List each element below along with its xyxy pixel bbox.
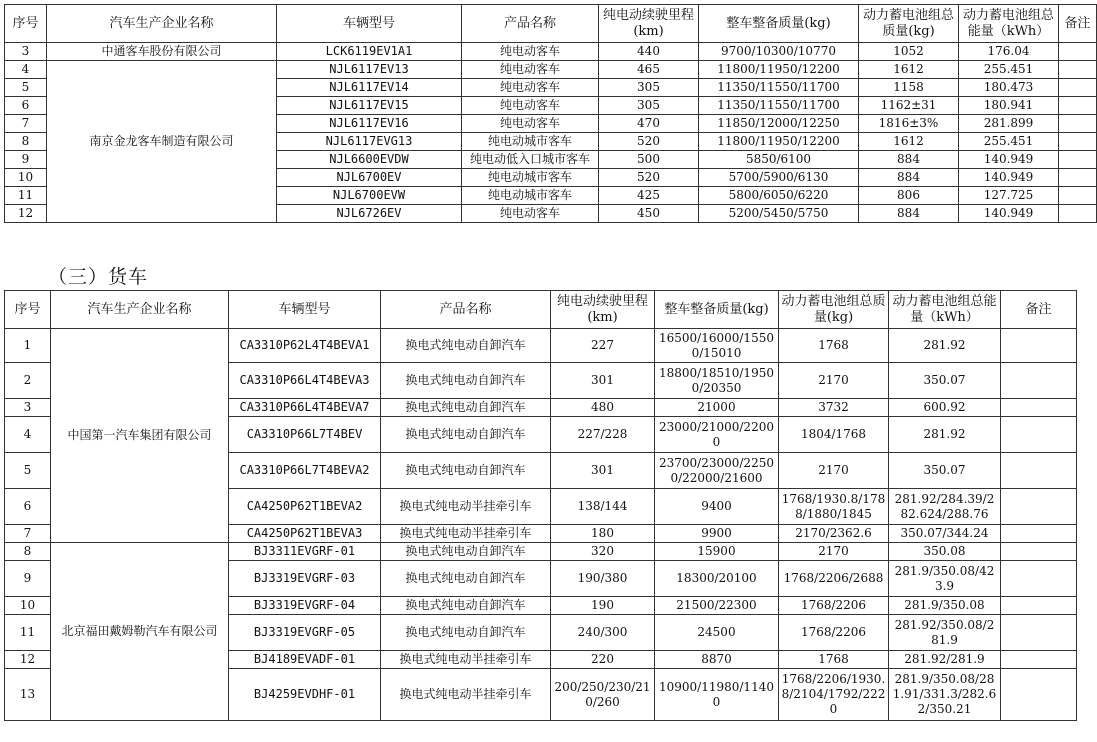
cell-model: CA4250P62T1BEVA2 (229, 489, 381, 525)
cell-mass: 23700/23000/22500/22000/21600 (655, 453, 779, 489)
cell-no: 4 (5, 61, 47, 79)
cell-battery-energy: 140.949 (959, 151, 1059, 169)
cell-mass: 9400 (655, 489, 779, 525)
cell-product: 换电式纯电动自卸汽车 (381, 363, 551, 399)
cell-note (1059, 187, 1097, 205)
cell-range: 190/380 (551, 561, 655, 597)
cell-note (1001, 399, 1077, 417)
cell-company: 南京金龙客车制造有限公司 (47, 61, 277, 223)
bus-header-row (5, 5, 1097, 43)
cell-battery-energy: 350.08 (889, 543, 1001, 561)
cell-range: 200/250/230/210/260 (551, 669, 655, 721)
header-range: 纯电动续驶里程(km) (599, 5, 699, 43)
cell-mass: 5200/5450/5750 (699, 205, 859, 223)
cell-product: 换电式纯电动自卸汽车 (381, 597, 551, 615)
cell-model: BJ4189EVADF-01 (229, 651, 381, 669)
header-model: 车辆型号 (229, 291, 381, 329)
cell-note (1001, 363, 1077, 399)
cell-battery-energy: 281.899 (959, 115, 1059, 133)
cell-mass: 15900 (655, 543, 779, 561)
cell-no: 7 (5, 525, 51, 543)
cell-range: 480 (551, 399, 655, 417)
cell-battery-energy: 350.07/344.24 (889, 525, 1001, 543)
cell-mass: 24500 (655, 615, 779, 651)
cell-no: 7 (5, 115, 47, 133)
cell-note (1059, 151, 1097, 169)
cell-mass: 5850/6100 (699, 151, 859, 169)
cell-battery-energy: 350.07 (889, 363, 1001, 399)
cell-battery-energy: 281.92/281.9 (889, 651, 1001, 669)
header-no: 序号 (5, 291, 51, 329)
cell-mass: 23000/21000/22000 (655, 417, 779, 453)
cell-company: 中国第一汽车集团有限公司 (51, 329, 229, 543)
cell-no: 11 (5, 615, 51, 651)
cell-mass: 5800/6050/6220 (699, 187, 859, 205)
header-company: 汽车生产企业名称 (47, 5, 277, 43)
cell-note (1059, 43, 1097, 61)
cell-product: 纯电动客车 (462, 205, 599, 223)
cell-battery-mass: 2170 (779, 453, 889, 489)
cell-model: NJL6700EVW (277, 187, 462, 205)
header-mass: 整车整备质量(kg) (655, 291, 779, 329)
cell-no: 10 (5, 169, 47, 187)
table-row (5, 329, 1077, 363)
header-product: 产品名称 (462, 5, 599, 43)
header-note: 备注 (1001, 291, 1077, 329)
cell-note (1001, 453, 1077, 489)
cell-model: NJL6726EV (277, 205, 462, 223)
cell-product: 换电式纯电动自卸汽车 (381, 453, 551, 489)
cell-note (1001, 597, 1077, 615)
cell-no: 6 (5, 97, 47, 115)
cell-range: 138/144 (551, 489, 655, 525)
cell-range: 305 (599, 97, 699, 115)
cell-model: BJ3319EVGRF-03 (229, 561, 381, 597)
cell-note (1059, 79, 1097, 97)
cell-mass: 5700/5900/6130 (699, 169, 859, 187)
cell-mass: 18300/20100 (655, 561, 779, 597)
cell-battery-energy: 281.9/350.08 (889, 597, 1001, 615)
cell-range: 440 (599, 43, 699, 61)
cell-battery-energy: 255.451 (959, 61, 1059, 79)
header-note: 备注 (1059, 5, 1097, 43)
cell-battery-energy: 281.9/350.08/423.9 (889, 561, 1001, 597)
cell-product: 纯电动客车 (462, 97, 599, 115)
cell-note (1001, 417, 1077, 453)
cell-range: 305 (599, 79, 699, 97)
cell-range: 520 (599, 169, 699, 187)
cell-model: NJL6117EV14 (277, 79, 462, 97)
cell-mass: 21000 (655, 399, 779, 417)
cell-range: 180 (551, 525, 655, 543)
cell-product: 换电式纯电动自卸汽车 (381, 543, 551, 561)
cell-product: 纯电动客车 (462, 115, 599, 133)
cell-note (1001, 651, 1077, 669)
cell-battery-mass: 1768/2206 (779, 597, 889, 615)
cell-no: 5 (5, 79, 47, 97)
cell-battery-energy: 281.9/350.08/281.91/331.3/282.62/350.21 (889, 669, 1001, 721)
cell-mass: 11850/12000/12250 (699, 115, 859, 133)
cell-range: 220 (551, 651, 655, 669)
cell-mass: 11800/11950/12200 (699, 133, 859, 151)
cell-product: 纯电动客车 (462, 43, 599, 61)
cell-model: LCK6119EV1A1 (277, 43, 462, 61)
cell-model: BJ3311EVGRF-01 (229, 543, 381, 561)
cell-no: 8 (5, 133, 47, 151)
cell-note (1001, 543, 1077, 561)
cell-range: 190 (551, 597, 655, 615)
cell-note (1059, 169, 1097, 187)
cell-range: 470 (599, 115, 699, 133)
cell-note (1001, 489, 1077, 525)
cell-product: 纯电动客车 (462, 61, 599, 79)
cell-no: 2 (5, 363, 51, 399)
header-range: 纯电动续驶里程(km) (551, 291, 655, 329)
section-title-trucks: （三）货车 (48, 266, 149, 288)
cell-mass: 11350/11550/11700 (699, 79, 859, 97)
cell-battery-mass: 1768 (779, 651, 889, 669)
cell-battery-mass: 1612 (859, 61, 959, 79)
cell-model: CA3310P66L4T4BEVA7 (229, 399, 381, 417)
cell-range: 240/300 (551, 615, 655, 651)
cell-no: 3 (5, 399, 51, 417)
cell-product: 换电式纯电动自卸汽车 (381, 417, 551, 453)
cell-no: 9 (5, 561, 51, 597)
cell-note (1059, 133, 1097, 151)
cell-range: 227/228 (551, 417, 655, 453)
cell-battery-mass: 2170/2362.6 (779, 525, 889, 543)
cell-product: 换电式纯电动半挂牵引车 (381, 651, 551, 669)
cell-no: 11 (5, 187, 47, 205)
table-row (5, 61, 1097, 79)
cell-note (1001, 525, 1077, 543)
cell-battery-energy: 281.92 (889, 329, 1001, 363)
cell-mass: 9700/10300/10770 (699, 43, 859, 61)
cell-range: 227 (551, 329, 655, 363)
cell-note (1059, 61, 1097, 79)
cell-mass: 8870 (655, 651, 779, 669)
cell-battery-energy: 281.92/284.39/282.624/288.76 (889, 489, 1001, 525)
cell-no: 9 (5, 151, 47, 169)
cell-battery-mass: 1768/2206/2688 (779, 561, 889, 597)
cell-battery-mass: 806 (859, 187, 959, 205)
cell-battery-mass: 1612 (859, 133, 959, 151)
cell-model: NJL6600EVDW (277, 151, 462, 169)
header-no: 序号 (5, 5, 47, 43)
cell-battery-energy: 140.949 (959, 169, 1059, 187)
cell-battery-mass: 884 (859, 151, 959, 169)
cell-product: 换电式纯电动半挂牵引车 (381, 669, 551, 721)
cell-no: 1 (5, 329, 51, 363)
cell-note (1059, 205, 1097, 223)
cell-range: 450 (599, 205, 699, 223)
cell-range: 425 (599, 187, 699, 205)
cell-model: CA3310P66L4T4BEVA3 (229, 363, 381, 399)
cell-note (1001, 615, 1077, 651)
cell-battery-mass: 1158 (859, 79, 959, 97)
cell-product: 纯电动城市客车 (462, 187, 599, 205)
cell-note (1001, 669, 1077, 721)
cell-battery-energy: 127.725 (959, 187, 1059, 205)
header-product: 产品名称 (381, 291, 551, 329)
cell-no: 8 (5, 543, 51, 561)
cell-note (1059, 115, 1097, 133)
cell-model: NJL6117EV16 (277, 115, 462, 133)
cell-company: 北京福田戴姆勒汽车有限公司 (51, 543, 229, 721)
cell-product: 纯电动城市客车 (462, 169, 599, 187)
cell-battery-mass: 884 (859, 205, 959, 223)
cell-no: 3 (5, 43, 47, 61)
cell-battery-mass: 2170 (779, 363, 889, 399)
cell-battery-energy: 140.949 (959, 205, 1059, 223)
cell-mass: 16500/16000/15500/15010 (655, 329, 779, 363)
cell-range: 320 (551, 543, 655, 561)
cell-no: 5 (5, 453, 51, 489)
cell-model: BJ3319EVGRF-05 (229, 615, 381, 651)
cell-battery-mass: 1768 (779, 329, 889, 363)
cell-mass: 11800/11950/12200 (699, 61, 859, 79)
cell-range: 520 (599, 133, 699, 151)
cell-range: 500 (599, 151, 699, 169)
cell-mass: 21500/22300 (655, 597, 779, 615)
cell-product: 纯电动客车 (462, 79, 599, 97)
cell-product: 换电式纯电动自卸汽车 (381, 399, 551, 417)
header-mass: 整车整备质量(kg) (699, 5, 859, 43)
cell-product: 纯电动低入口城市客车 (462, 151, 599, 169)
cell-mass: 9900 (655, 525, 779, 543)
cell-model: NJL6117EV13 (277, 61, 462, 79)
cell-model: CA4250P62T1BEVA3 (229, 525, 381, 543)
bus-table (4, 4, 1097, 223)
cell-model: NJL6700EV (277, 169, 462, 187)
cell-product: 换电式纯电动自卸汽车 (381, 561, 551, 597)
cell-product: 换电式纯电动自卸汽车 (381, 615, 551, 651)
cell-battery-mass: 1804/1768 (779, 417, 889, 453)
cell-no: 10 (5, 597, 51, 615)
cell-company: 中通客车股份有限公司 (47, 43, 277, 61)
cell-no: 4 (5, 417, 51, 453)
cell-battery-energy: 180.941 (959, 97, 1059, 115)
cell-battery-mass: 1768/2206/1930.8/2104/1792/2220 (779, 669, 889, 721)
cell-model: CA3310P62L4T4BEVA1 (229, 329, 381, 363)
cell-battery-mass: 1768/1930.8/1788/1880/1845 (779, 489, 889, 525)
cell-model: NJL6117EVG13 (277, 133, 462, 151)
cell-mass: 10900/11980/11400 (655, 669, 779, 721)
cell-battery-mass: 1162±31 (859, 97, 959, 115)
cell-battery-energy: 600.92 (889, 399, 1001, 417)
table-row (5, 43, 1097, 61)
header-battery-mass: 动力蓄电池组总质量(kg) (859, 5, 959, 43)
cell-product: 换电式纯电动自卸汽车 (381, 329, 551, 363)
cell-battery-energy: 180.473 (959, 79, 1059, 97)
cell-no: 12 (5, 205, 47, 223)
cell-product: 纯电动城市客车 (462, 133, 599, 151)
header-model: 车辆型号 (277, 5, 462, 43)
cell-no: 13 (5, 669, 51, 721)
table-row (5, 543, 1077, 561)
cell-mass: 11350/11550/11700 (699, 97, 859, 115)
cell-product: 换电式纯电动半挂牵引车 (381, 489, 551, 525)
cell-no: 12 (5, 651, 51, 669)
cell-battery-mass: 2170 (779, 543, 889, 561)
cell-model: CA3310P66L7T4BEV (229, 417, 381, 453)
cell-model: BJ3319EVGRF-04 (229, 597, 381, 615)
cell-range: 465 (599, 61, 699, 79)
cell-mass: 18800/18510/19500/20350 (655, 363, 779, 399)
cell-note (1001, 561, 1077, 597)
cell-range: 301 (551, 453, 655, 489)
cell-battery-energy: 255.451 (959, 133, 1059, 151)
cell-model: CA3310P66L7T4BEVA2 (229, 453, 381, 489)
truck-table (4, 290, 1077, 721)
header-battery-energy: 动力蓄电池组总能量（kWh） (959, 5, 1059, 43)
cell-model: NJL6117EV15 (277, 97, 462, 115)
cell-note (1001, 329, 1077, 363)
cell-battery-mass: 1768/2206 (779, 615, 889, 651)
header-battery-mass: 动力蓄电池组总质量(kg) (779, 291, 889, 329)
cell-battery-energy: 281.92/350.08/281.9 (889, 615, 1001, 651)
truck-header-row (5, 291, 1077, 329)
header-company: 汽车生产企业名称 (51, 291, 229, 329)
cell-product: 换电式纯电动半挂牵引车 (381, 525, 551, 543)
cell-range: 301 (551, 363, 655, 399)
cell-note (1059, 97, 1097, 115)
cell-battery-energy: 176.04 (959, 43, 1059, 61)
cell-battery-mass: 3732 (779, 399, 889, 417)
cell-no: 6 (5, 489, 51, 525)
cell-battery-energy: 350.07 (889, 453, 1001, 489)
cell-battery-mass: 1052 (859, 43, 959, 61)
cell-battery-energy: 281.92 (889, 417, 1001, 453)
cell-battery-mass: 1816±3% (859, 115, 959, 133)
cell-model: BJ4259EVDHF-01 (229, 669, 381, 721)
header-battery-energy: 动力蓄电池组总能量（kWh） (889, 291, 1001, 329)
cell-battery-mass: 884 (859, 169, 959, 187)
